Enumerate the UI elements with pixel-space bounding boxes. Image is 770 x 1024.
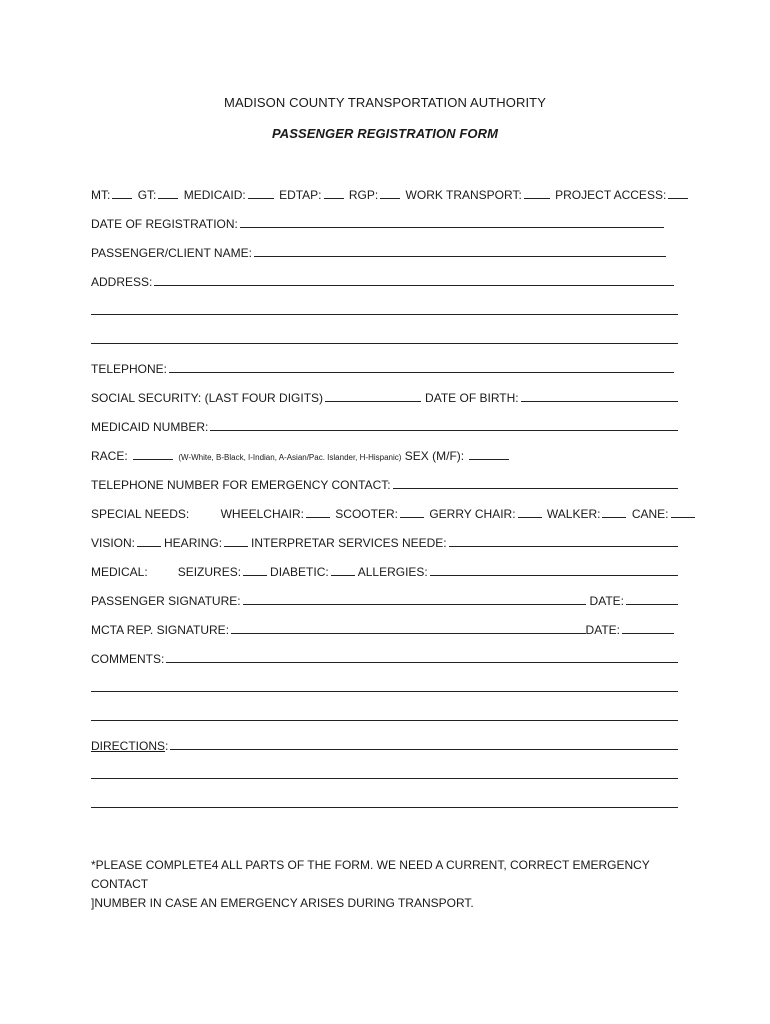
dob-field[interactable] [521, 390, 678, 402]
vision-label: VISION: [91, 536, 136, 550]
walker-blank[interactable] [602, 506, 626, 518]
address-line-3 [91, 332, 678, 348]
address-line-2 [91, 303, 678, 319]
passenger-name-row [91, 245, 666, 261]
comments-label: COMMENTS: [91, 652, 165, 666]
gerry-chair-blank[interactable] [518, 506, 542, 518]
gt-label: GT: [137, 188, 157, 202]
hearing-label: HEARING: [164, 536, 223, 550]
directions-line-2 [91, 767, 678, 783]
directions-line-2-field[interactable] [91, 767, 678, 779]
comments-line-2-field[interactable] [91, 680, 678, 692]
form-subtitle: PASSENGER REGISTRATION FORM [271, 126, 499, 141]
passenger-signature-label: PASSENGER SIGNATURE: [91, 594, 241, 608]
mt-blank[interactable] [112, 187, 132, 199]
passenger-name-label: PASSENGER/CLIENT NAME: [91, 246, 252, 260]
project-access-blank[interactable] [668, 187, 688, 199]
address-line-3-field[interactable] [91, 332, 678, 344]
comments-line-2 [91, 680, 678, 696]
passenger-signature-row [91, 593, 678, 609]
comments-row [91, 651, 678, 667]
mcta-signature-field[interactable] [231, 622, 586, 634]
diabetic-blank[interactable] [331, 564, 355, 576]
interpreter-label: INTERPRETAR SERVICES NEEDE: [251, 536, 447, 550]
emergency-contact-label: TELEPHONE NUMBER FOR EMERGENCY CONTACT: [91, 478, 391, 492]
medical-row [91, 564, 678, 580]
footer-note-line-1: *PLEASE COMPLETE4 ALL PARTS OF THE FORM. WE NEED A CURRENT, CORRECT EMERGENCY CONTACT [91, 858, 650, 891]
mcta-signature-row [91, 622, 674, 638]
special-needs-row [91, 506, 678, 522]
sex-field[interactable] [469, 448, 509, 460]
mcta-signature-label: MCTA REP. SIGNATURE: [91, 623, 230, 637]
date-of-registration-label: DATE OF REGISTRATION: [91, 217, 238, 231]
gerry-chair-label: GERRY CHAIR: [429, 507, 516, 521]
emergency-contact-field[interactable] [393, 477, 678, 489]
medicaid-label: MEDICAID: [183, 188, 246, 202]
project-access-label: PROJECT ACCESS: [555, 188, 667, 202]
wheelchair-blank[interactable] [306, 506, 330, 518]
mcta-signature-date-field[interactable] [622, 622, 674, 634]
passenger-signature-field[interactable] [243, 593, 586, 605]
race-key: (W-White, B-Black, I-Indian, A-Asian/Pac. Islander, H-Hispanic) [178, 453, 402, 462]
passenger-signature-date-field[interactable] [626, 593, 678, 605]
edtap-blank[interactable] [324, 187, 344, 199]
race-sex-row [91, 448, 678, 466]
telephone-label: TELEPHONE: [91, 362, 168, 376]
date-of-registration-field[interactable] [240, 216, 664, 228]
directions-field[interactable] [170, 738, 678, 750]
page-title: MADISON COUNTY TRANSPORTATION AUTHORITY [224, 95, 546, 110]
comments-line-3 [91, 709, 678, 725]
sex-label: SEX (M/F): [404, 449, 465, 463]
telephone-field[interactable] [169, 361, 674, 373]
passenger-signature-date-label: DATE: [589, 594, 624, 608]
work-transport-label: WORK TRANSPORT: [405, 188, 522, 202]
allergies-label: ALLERGIES: [357, 565, 428, 579]
edtap-label: EDTAP: [279, 188, 322, 202]
medicaid-number-label: MEDICAID NUMBER: [91, 420, 209, 434]
interpreter-field[interactable] [449, 535, 678, 547]
mcta-signature-date-label: DATE: [585, 623, 620, 637]
directions-label: DIRECTIONS [91, 739, 166, 753]
directions-colon: : [165, 739, 169, 753]
hearing-blank[interactable] [224, 535, 248, 547]
address-field[interactable] [154, 274, 674, 286]
diabetic-label: DIABETIC: [270, 565, 329, 579]
medical-label: MEDICAL: [91, 565, 148, 579]
wheelchair-label: WHEELCHAIR: [220, 507, 304, 521]
race-label: RACE: [91, 449, 128, 463]
cane-blank[interactable] [671, 506, 695, 518]
comments-field[interactable] [166, 651, 678, 663]
directions-row [91, 738, 678, 754]
ssn-dob-row [91, 390, 678, 406]
vision-row [91, 535, 678, 551]
work-transport-blank[interactable] [524, 187, 550, 199]
passenger-name-field[interactable] [254, 245, 666, 257]
scooter-label: SCOOTER: [335, 507, 398, 521]
walker-label: WALKER: [546, 507, 601, 521]
date-of-registration-row [91, 216, 664, 232]
vision-blank[interactable] [137, 535, 161, 547]
ssn-label: SOCIAL SECURITY: (LAST FOUR DIGITS) [91, 391, 324, 405]
rgp-label: RGP: [348, 188, 379, 202]
telephone-row [91, 361, 674, 377]
mt-label: MT: [91, 188, 111, 202]
address-label: ADDRESS: [91, 275, 153, 289]
seizures-label: SEIZURES: [177, 565, 242, 579]
comments-line-3-field[interactable] [91, 709, 678, 721]
scooter-blank[interactable] [400, 506, 424, 518]
gt-blank[interactable] [158, 187, 178, 199]
emergency-contact-row [91, 477, 678, 493]
seizures-blank[interactable] [243, 564, 267, 576]
allergies-field[interactable] [430, 564, 678, 576]
race-field[interactable] [133, 448, 173, 460]
directions-line-3 [91, 796, 678, 812]
medicaid-number-field[interactable] [210, 419, 678, 431]
address-line-2-field[interactable] [91, 303, 678, 315]
address-row [91, 274, 674, 290]
program-row [91, 187, 678, 203]
footer-note [91, 856, 691, 913]
medicaid-blank[interactable] [248, 187, 274, 199]
ssn-field[interactable] [325, 390, 421, 402]
dob-label: DATE OF BIRTH: [425, 391, 519, 405]
cane-label: CANE: [631, 507, 669, 521]
special-needs-label: SPECIAL NEEDS: [91, 507, 190, 521]
medicaid-number-row [91, 419, 678, 435]
rgp-blank[interactable] [380, 187, 400, 199]
directions-line-3-field[interactable] [91, 796, 678, 808]
footer-note-line-2: ]NUMBER IN CASE AN EMERGENCY ARISES DURING TRANSPORT. [91, 896, 474, 910]
